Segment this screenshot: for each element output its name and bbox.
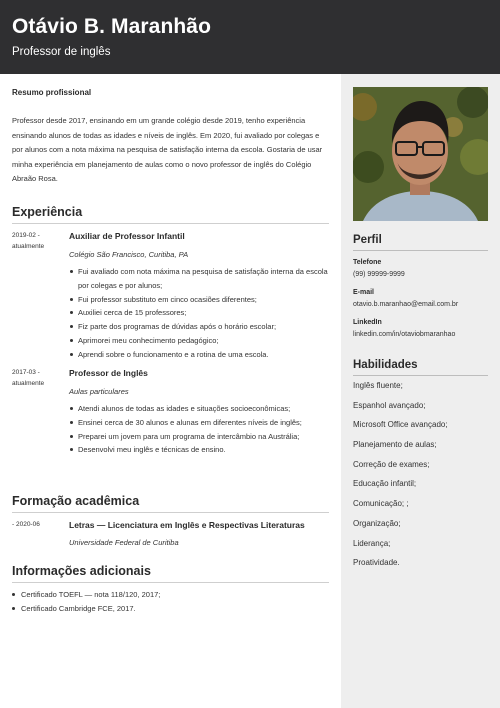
- phone-label: Telefone: [353, 259, 382, 266]
- profile-heading: Perfil: [353, 234, 382, 246]
- entry-title: Professor de Inglês: [69, 368, 148, 378]
- entry-title: Letras — Licenciatura em Inglês e Respectivas Literaturas: [69, 520, 305, 530]
- skill-item: Comunicação; ;: [353, 499, 409, 509]
- list-item: Certificado Cambridge FCE, 2017.: [12, 602, 330, 616]
- resume-header: [0, 0, 500, 74]
- candidate-role: Professor de inglês: [12, 46, 111, 58]
- list-item: Atendi alunos de todas as idades e situações socioeconômicas;: [69, 402, 331, 416]
- profile-photo: [353, 87, 488, 221]
- additional-info-heading: Informações adicionais: [12, 564, 151, 578]
- list-item: Fui professor substituto em cinco ocasiões diferentes;: [69, 293, 331, 307]
- sidebar: [341, 74, 500, 708]
- candidate-name: Otávio B. Maranhão: [12, 15, 212, 38]
- skill-item: Correção de exames;: [353, 459, 430, 469]
- linkedin-label: LinkedIn: [353, 319, 382, 326]
- skill-item: Espanhol avançado;: [353, 400, 426, 410]
- list-item: Auxiliei cerca de 15 professores;: [69, 306, 331, 320]
- entry-organization: Universidade Federal de Curitiba: [69, 538, 179, 547]
- list-item: Ensinei cerca de 30 alunos e alunas em diferentes níveis de inglês;: [69, 416, 331, 430]
- skill-item: Organização;: [353, 518, 401, 528]
- list-item: Desenvolvi meu inglês e técnicas de ensino.: [69, 443, 331, 457]
- summary-heading: Resumo profissional: [12, 88, 92, 97]
- skills-heading: Habilidades: [353, 359, 418, 371]
- skills-divider: [353, 375, 488, 376]
- experience-heading: Experiência: [12, 205, 83, 219]
- skill-item: Microsoft Office avançado;: [353, 420, 448, 430]
- entry-date: 2017-03 - atualmente: [12, 369, 45, 387]
- linkedin-value[interactable]: linkedin.com/in/otaviobmaranhao: [353, 331, 456, 338]
- entry-organization: Aulas particulares: [69, 387, 129, 396]
- skill-item: Planejamento de aulas;: [353, 440, 437, 450]
- profile-divider: [353, 250, 488, 251]
- entry-bullets: [69, 265, 331, 362]
- list-item: Preparei um jovem para um programa de intercâmbio na Austrália;: [69, 430, 331, 444]
- list-item: Aprendi sobre o funcionamento e a rotina de uma escola.: [69, 348, 331, 362]
- education-heading: Formação acadêmica: [12, 494, 140, 508]
- entry-organization: Colégio São Francisco, Curitiba, PA: [69, 250, 189, 259]
- skills-list: [353, 381, 448, 578]
- skill-item: Inglês fluente;: [353, 381, 403, 390]
- education-divider: [12, 512, 329, 513]
- phone-value: (99) 99999-9999: [353, 271, 405, 278]
- list-item: Fui avaliado com nota máxima na pesquisa de satisfação interna da escola por colegas e por alunos;: [69, 265, 331, 293]
- skill-item: Liderança;: [353, 538, 391, 548]
- entry-bullets: [69, 402, 331, 457]
- list-item: Certificado TOEFL — nota 118/120, 2017;: [12, 588, 330, 602]
- list-item: Fiz parte dos programas de dúvidas após o horário escolar;: [69, 320, 331, 334]
- list-item: Aprimorei meu conhecimento pedagógico;: [69, 334, 331, 348]
- entry-date: - 2020-06: [12, 521, 40, 528]
- skill-item: Proatividade.: [353, 558, 400, 568]
- additional-info-divider: [12, 582, 329, 583]
- entry-date: 2019-02 - atualmente: [12, 232, 45, 250]
- experience-divider: [12, 223, 329, 224]
- email-value[interactable]: otavio.b.maranhao@email.com.br: [353, 301, 459, 308]
- email-label: E-mail: [353, 289, 375, 296]
- summary-text: Professor desde 2017, ensinando em um grande colégio desde 2019, tenho experiência ensinando alunos de todas as idades e níveis de inglês. Em 2020, fui avaliado por colegas e por alunos com a nota máxima na pesquisa de satisfação interna da escola. Gostaria de usar minha experiência em planejamento de aulas como o novo professor de inglês do Colégio Abraão Rosa.: [12, 116, 323, 183]
- entry-title: Auxiliar de Professor Infantil: [69, 231, 185, 241]
- additional-info-list: [12, 588, 330, 616]
- skill-item: Educação infantil;: [353, 479, 417, 489]
